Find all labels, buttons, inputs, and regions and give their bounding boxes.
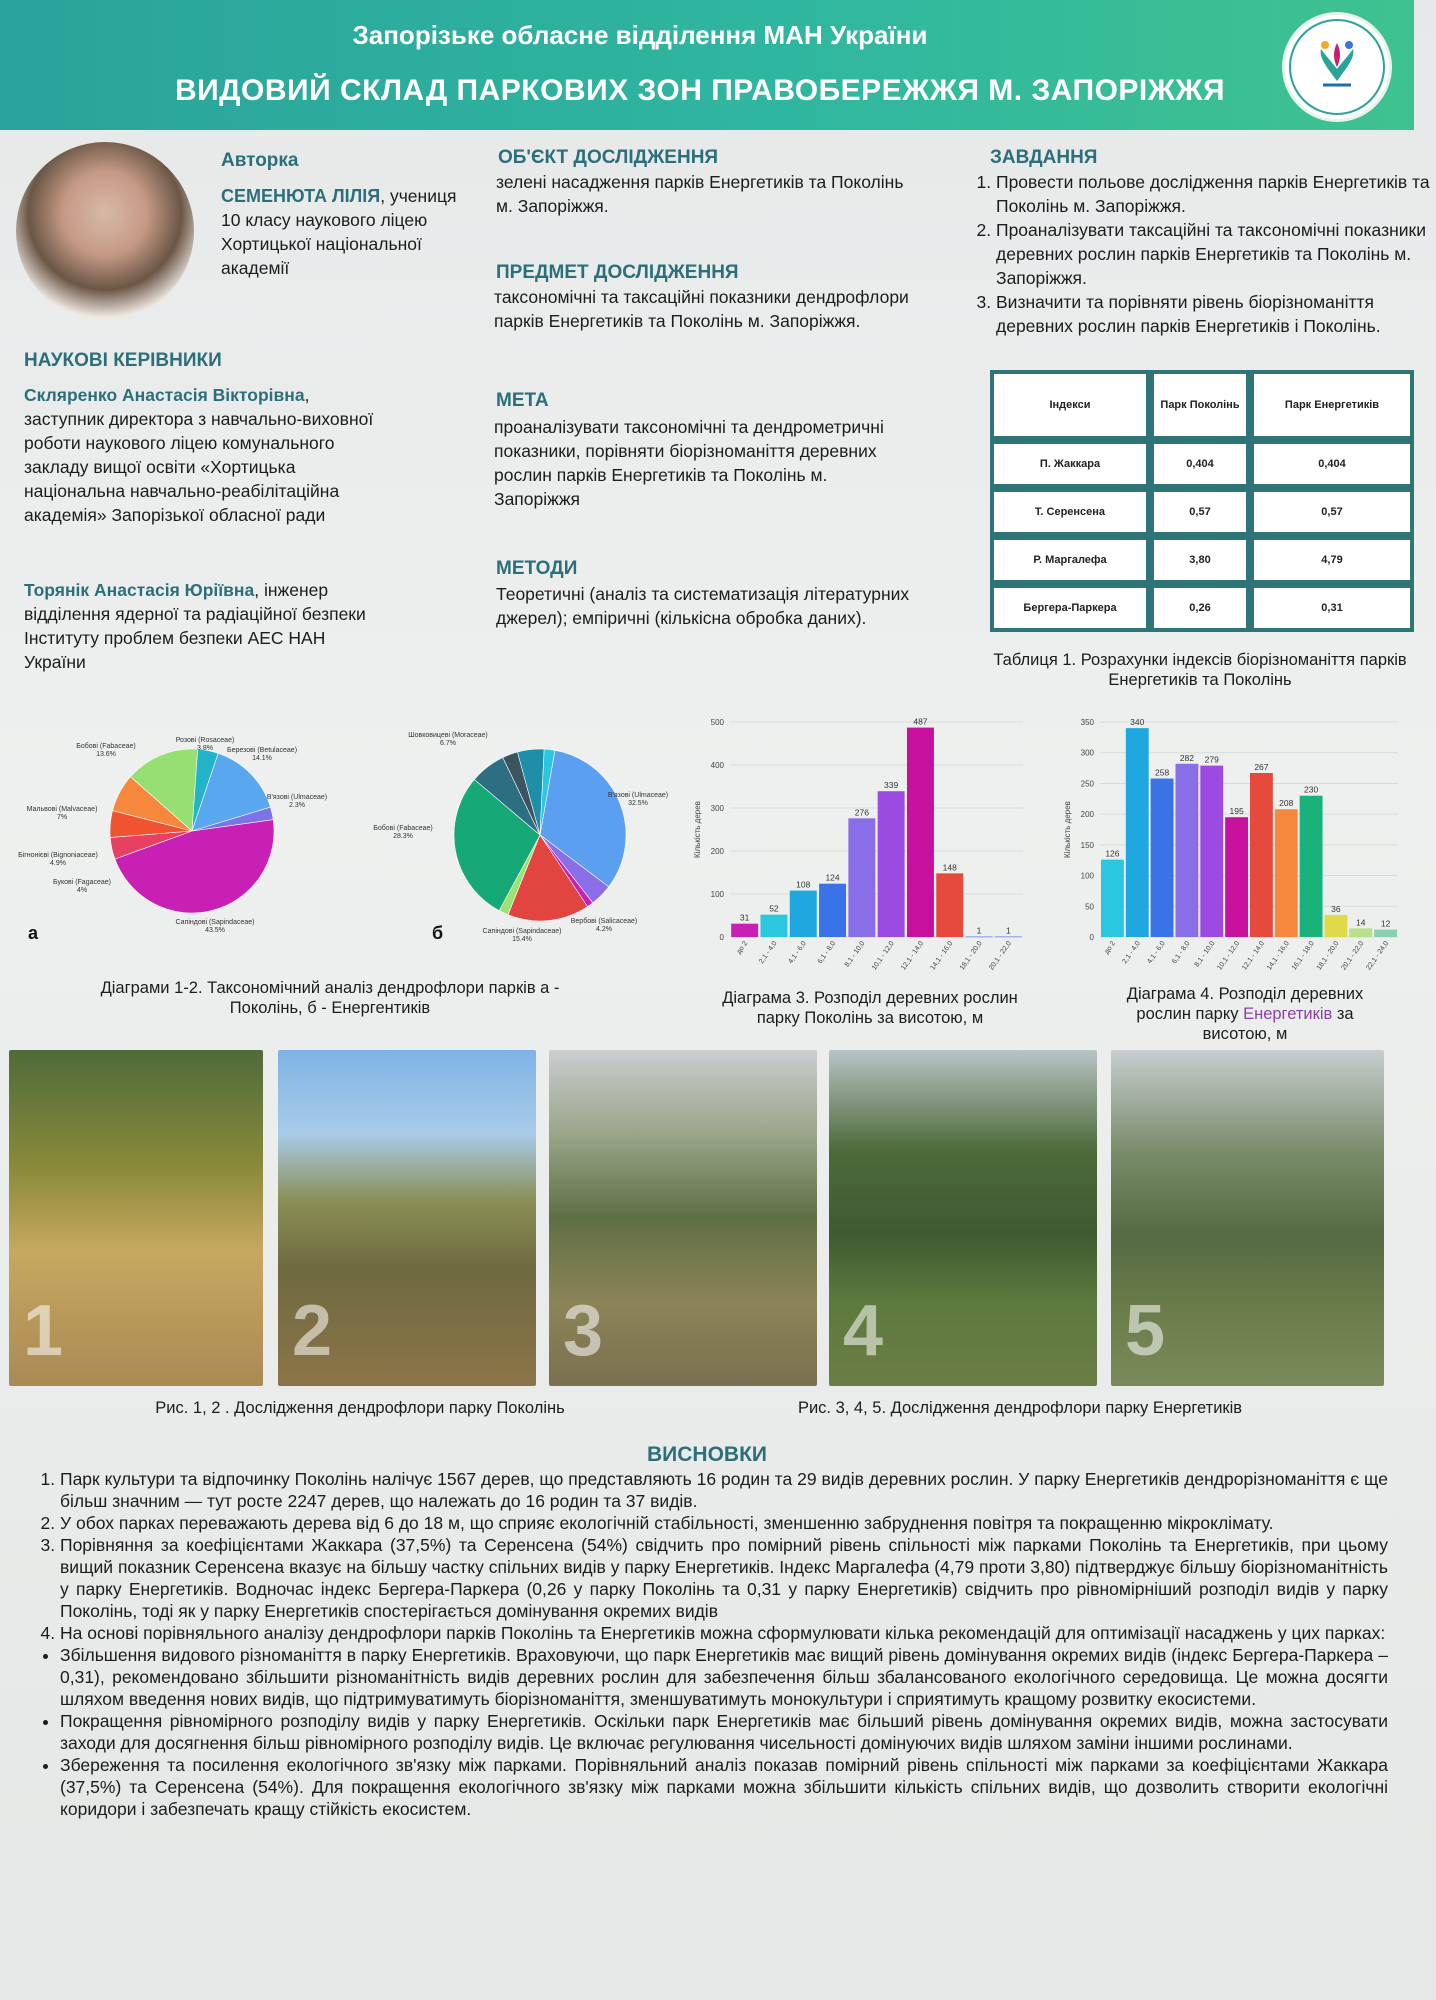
bar (1200, 766, 1223, 937)
pie-a-label: В'язові (Ulmaceae) (266, 794, 328, 801)
bar-chart-pokolin-height (685, 712, 1030, 982)
supervisors-heading: НАУКОВІ КЕРІВНИКИ (24, 350, 222, 371)
table-cell: 0,404 (1150, 440, 1250, 488)
task-item: 3. Визначити та порівняти рівень біорізноманіття деревних рослин парків Енергетиків і Поколінь. (996, 290, 1436, 338)
bar (1250, 773, 1273, 937)
pie-a-value: 2.3% (289, 802, 305, 809)
diagram-4-caption-text: за висотою, м (1202, 1005, 1354, 1043)
pie-b-label: Шовковицеві (Moraceae) (408, 732, 488, 739)
author-block (221, 184, 471, 280)
bar-value-label: 282 (1179, 752, 1195, 763)
table-row (990, 440, 1414, 488)
diagram-4-caption (1100, 984, 1390, 1044)
methods-text: Теоретичні (аналіз та систематизація літературних джерел); емпіричні (кількісна обробка даних). (496, 584, 910, 628)
task-item: 2. Проаналізувати таксаційні та таксономічні показники деревних рослин парків Енергетиків та Поколінь м. Запоріжжя. (996, 218, 1436, 290)
x-tick-label: 4,1 - 6,0 (787, 940, 808, 966)
bar-value-label: 340 (1130, 717, 1145, 728)
x-tick-label: 14,1 - 16,0 (1265, 940, 1291, 972)
supervisor-1 (24, 383, 376, 527)
y-tick-label: 150 (1080, 840, 1094, 850)
tasks-heading: ЗАВДАННЯ (990, 147, 1098, 168)
diagram-4-caption-highlight: Енергетиків (1243, 1005, 1333, 1023)
x-tick-label: 2,1 - 4,0 (1121, 940, 1142, 966)
photo-number: 1 (23, 1291, 64, 1371)
photo-5 (1111, 1050, 1384, 1386)
x-tick-label: 18,1 - 20,0 (958, 940, 984, 972)
x-tick-label: 4,1 - 6,0 (1146, 940, 1167, 966)
diagram-3-caption: Діаграма 3. Розподіл деревних рослин парку Поколінь за висотою, м (722, 989, 1018, 1027)
table-row (990, 488, 1414, 536)
bar (878, 791, 905, 937)
x-tick-label: 8,1 - 10,0 (1193, 940, 1217, 969)
table-cell: Т. Серенсена (990, 488, 1150, 536)
photo-number: 5 (1125, 1291, 1166, 1371)
table-cell: 0,57 (1250, 488, 1414, 536)
table-cell: 0,31 (1250, 584, 1414, 632)
pie-a-letter: а (28, 923, 39, 943)
bar-value-label: 195 (1229, 806, 1244, 817)
diagram-4-caption-text: Діаграма 4. Розподіл деревних рослин парку (1126, 985, 1364, 1023)
bar-value-label: 12 (1380, 918, 1391, 929)
pie-b-letter: б (432, 923, 444, 943)
y-tick-label: 300 (710, 804, 724, 813)
supervisor-2-desc: , інженер відділення ядерної та радіаційної безпеки Інституту проблем безпеки АЕС НАН України (24, 580, 366, 672)
pies-caption: Діаграми 1-2. Таксономічний аналіз дендрофлори парків а - Поколінь, б - Енергентиків (100, 979, 560, 1017)
y-tick-label: 400 (710, 761, 724, 770)
x-tick-label: 6,1 - 8,0 (816, 940, 838, 966)
methods-heading: МЕТОДИ (496, 558, 578, 579)
recommendation-item: • Збільшення видового різноманіття в парку Енергетиків. Враховуючи, що парк Енергетиків має вищий рівень домінування окремих видів (індекс Бергера-Паркера – 0,31), рекомендовано збільшити різноманітність видів деревних рослин для забезпечення більш збалансованого екологічного середовища. Це можна досягти шляхом введення нових видів, що підтримуватимуть біорізноманіття, зменшуватимуть монокультури і сприятимуть кращому розвитку екосистеми. (60, 1644, 1388, 1710)
bar (1126, 728, 1149, 937)
photo-number: 3 (563, 1291, 604, 1371)
goal-text: проаналізувати таксономічні та дендрометричні показники, порівняти біорізноманіття деревних рослин парків Енергетиків та Поколінь м. Запоріжжя (494, 417, 884, 509)
bar-value-label: 36 (1331, 903, 1341, 914)
bar (995, 937, 1022, 938)
pie-a-label: Мальвові (Malvaceae) (26, 806, 98, 813)
photo-4 (829, 1050, 1097, 1386)
bar-value-label: 1 (976, 925, 982, 936)
pie-b-label: Сапіндові (Sapindaceae) (482, 928, 562, 935)
photo-number: 2 (292, 1291, 333, 1371)
organization-title: Запорізьке обласне відділення МАН України (352, 20, 928, 50)
y-axis-label: Кількість дерев (1063, 801, 1072, 858)
x-tick-label: 20,1 - 22,0 (1340, 940, 1366, 972)
y-tick-label: 250 (1080, 779, 1094, 789)
bar (1374, 930, 1397, 937)
conclusion-item: 4. На основі порівняльного аналізу дендрофлори парків Поколінь та Енергетиків можна сформулювати кілька рекомендацій для оптимізації насаджень у цих парках: (60, 1622, 1388, 1644)
task-item: 1. Провести польове дослідження парків Енергетиків та Поколінь м. Запоріжжя. (996, 170, 1436, 218)
pie-a-value: 43.5% (205, 927, 225, 934)
pie-b-value: 32.5% (628, 800, 648, 807)
table-cell: 0,404 (1250, 440, 1414, 488)
supervisor-2 (24, 578, 376, 674)
bar (731, 924, 758, 937)
x-tick-label: 14,1 - 16,0 (929, 940, 955, 972)
table-header-index: Індекси (990, 370, 1150, 440)
bar (1101, 860, 1124, 937)
pie-b-slices (454, 749, 626, 921)
supervisor-1-desc: , заступник директора з навчально-виховної роботи наукового ліцею комунального закладу вищої освіти «Хортицька національна навчально-реабілітаційна академія» Запорізької обласної ради (24, 385, 374, 525)
bar-value-label: 148 (942, 862, 957, 873)
object-text: зелені насадження парків Енергетиків та Поколінь м. Запоріжжя. (496, 172, 904, 216)
conclusion-item: 2. У обох парках переважають дерева від 6 до 18 м, що сприяє екологічній стабільності, зменшенню забруднення повітря та покращенню мікроклімату. (60, 1512, 1388, 1534)
x-tick-label: 10,1 - 12,0 (870, 940, 896, 972)
y-axis-label: Кількість дерев (693, 801, 702, 858)
pie-a-slices (110, 749, 274, 913)
bar-value-label: 279 (1204, 754, 1219, 765)
pie-a-value: 14.1% (252, 755, 272, 762)
conclusions-block (34, 1468, 1388, 1820)
conclusion-item: 3. Порівняння за коефіцієнтами Жаккара (37,5%) та Серенсена (54%) свідчить про помірний рівень спільності між парками Поколінь та Енергетиків, при цьому вищий показник Серенсена вказує на більшу частку спільних видів у парку Енергетиків. Індекс Маргалефа (4,79 проти 3,80) підтверджує більшу біорізноманітність у парку Енергетиків. Водночас індекс Бергера-Паркера (0,26 у парку Поколінь та 0,31 у парку Енергетиків) свідчить про рівномірніший розподіл видів у парку Поколінь, тоді як у парку Енергетиків спостерігається домінування окремих видів (60, 1534, 1388, 1622)
conclusion-item: 1. Парк культури та відпочинку Поколінь налічує 1567 дерев, що представляють 16 родин та 29 видів деревних рослин. У парку Енергетиків дендрорізноманіття є ще більш значним — тут росте 2247 дерев, що належать до 16 родин та 37 видів. (60, 1468, 1388, 1512)
bar (966, 937, 993, 938)
pie-b-value: 4.2% (596, 926, 612, 933)
pie-b-label: Бобові (Fabaceae) (373, 825, 433, 832)
conclusions-heading: ВИСНОВКИ (646, 1443, 767, 1466)
pie-b-value: 6.7% (440, 740, 456, 747)
pie-b-label: В'язові (Ulmaceae) (607, 792, 669, 799)
x-tick-label: 8,1 - 10,0 (843, 940, 867, 969)
bar-value-label: 1 (1005, 925, 1011, 936)
y-tick-label: 50 (1085, 902, 1094, 912)
author-description: учениця 10 класу наукового ліцею Хортицької національної академії (221, 186, 457, 278)
table-cell: 4,79 (1250, 536, 1414, 584)
table-header-park-2: Парк Енергетиків (1250, 370, 1414, 440)
pie-chart-pokolin (10, 725, 340, 945)
pie-a-label: Сапіндові (Sapindaceae) (175, 919, 255, 926)
table-cell: Бергера-Паркера (990, 584, 1150, 632)
y-tick-label: 0 (719, 933, 724, 942)
y-tick-label: 0 (1089, 933, 1094, 942)
object-heading: ОБ'ЄКТ ДОСЛІДЖЕННЯ (498, 147, 719, 168)
academy-logo (1282, 12, 1392, 122)
bar-value-label: 52 (769, 903, 779, 914)
biodiversity-index-table (990, 370, 1414, 632)
pie-a-value: 13.6% (96, 751, 116, 758)
poster-title: ВИДОВИЙ СКЛАД ПАРКОВИХ ЗОН ПРАВОБЕРЕЖЖЯ М. ЗАПОРІЖЖЯ (174, 74, 1226, 107)
bar (760, 915, 787, 937)
table-row (990, 584, 1414, 632)
author-heading: Авторка (221, 150, 299, 171)
bar-chart-energetykiv-height (1058, 712, 1408, 982)
bar (1349, 928, 1372, 937)
y-tick-label: 200 (1080, 810, 1094, 820)
photo-3 (549, 1050, 817, 1386)
bar-value-label: 208 (1279, 798, 1294, 809)
pie-a-value: 4.9% (50, 860, 66, 867)
table-row (990, 536, 1414, 584)
y-tick-label: 100 (710, 890, 724, 899)
author-comma: , (380, 186, 386, 206)
pie-b-value: 15.4% (512, 936, 532, 943)
pie-chart-energetykiv (373, 725, 680, 945)
x-tick-label: 6,1 - 8,0 (1171, 940, 1192, 966)
bar-value-label: 230 (1303, 784, 1319, 795)
table-cell: Р. Маргалефа (990, 536, 1150, 584)
bar-value-label: 124 (825, 872, 840, 883)
conclusions-list (34, 1468, 1388, 1644)
recommendations-list (34, 1644, 1388, 1820)
pie-a-label: Бобові (Fabaceae) (76, 743, 136, 750)
subject-text: таксономічні та таксаційні показники дендрофлори парків Енергетиків та Поколінь м. Запоріжжя. (494, 287, 909, 331)
bar-value-label: 14 (1356, 917, 1366, 928)
photo-2 (278, 1050, 536, 1386)
table-cell: 0,57 (1150, 488, 1250, 536)
bar (1275, 809, 1298, 937)
table-header-park-1: Парк Поколінь (1150, 370, 1250, 440)
pie-a-value: 7% (56, 814, 68, 821)
pie-a-label: Березові (Betulaceae) (226, 747, 298, 754)
author-photo (16, 142, 194, 320)
y-tick-label: 500 (710, 718, 724, 727)
bar-value-label: 276 (854, 807, 869, 818)
logo-emblem-icon (1285, 15, 1389, 119)
table-caption: Таблиця 1. Розрахунки індексів біорізноманіття парків Енергетиків та Поколінь (993, 651, 1407, 689)
pie-a-label: Розові (Rosaceae) (175, 737, 235, 744)
bar (936, 873, 963, 937)
tasks-list (978, 170, 1436, 338)
bar (1225, 817, 1248, 937)
y-tick-label: 200 (710, 847, 724, 856)
x-tick-label: до 2 (735, 940, 750, 956)
y-tick-label: 100 (1080, 871, 1094, 881)
table-cell: П. Жаккара (990, 440, 1150, 488)
supervisor-2-name: Торянік Анастасія Юріївна (24, 580, 255, 600)
bar (819, 884, 846, 937)
x-tick-label: 10,1 - 12,0 (1216, 940, 1242, 972)
photo-1 (9, 1050, 263, 1386)
bar-value-label: 487 (913, 716, 928, 727)
bar-value-label: 31 (739, 912, 750, 923)
y-tick-label: 350 (1080, 718, 1094, 727)
photos-left-caption: Рис. 1, 2 . Дослідження дендрофлори парку Поколінь (155, 1399, 565, 1417)
x-tick-label: 12,1 - 14,0 (1241, 940, 1267, 972)
x-tick-label: до 2 (1103, 940, 1118, 956)
pie-a-label: Бігнонієві (Bignoniaceae) (18, 852, 98, 859)
bar-value-label: 339 (884, 780, 899, 791)
bar-value-label: 108 (796, 879, 811, 890)
bar-value-label: 126 (1105, 848, 1120, 859)
bar (1300, 796, 1323, 937)
photo-number: 4 (843, 1291, 884, 1371)
x-tick-label: 12,1 - 14,0 (900, 940, 926, 972)
x-tick-label: 16,1 - 18,0 (1290, 940, 1316, 972)
bar (790, 891, 817, 937)
pie-a-value: 3.8% (197, 745, 213, 752)
recommendation-item: • Збереження та посилення екологічного зв'язку між парками. Порівняльний аналіз показав помірний рівень спільності між парками за коефіцієнтами Жаккара (37,5%) та Серенсена (54%). Для покращення екологічного зв'язку між парками можна збільшити кількість спільних видів, що дозволить створити екологічні коридори і забезпечать кращу стійкість екосистем. (60, 1754, 1388, 1820)
x-tick-label: 2,1 - 4,0 (758, 940, 779, 966)
bar (1175, 764, 1198, 937)
pie-a-value: 4% (76, 887, 88, 894)
author-name: СЕМЕНЮТА ЛІЛІЯ (221, 186, 381, 206)
pie-a-label: Букові (Fagaceae) (53, 879, 111, 886)
bar (1151, 779, 1174, 937)
y-tick-label: 300 (1080, 748, 1094, 758)
x-tick-label: 22,1 - 24,0 (1365, 940, 1391, 972)
x-tick-label: 20,1 - 22,0 (988, 940, 1013, 972)
bar (848, 818, 875, 937)
bar (1324, 915, 1347, 937)
bar-value-label: 267 (1254, 761, 1269, 772)
supervisor-1-name: Скляренко Анастасія Вікторівна (24, 385, 305, 405)
table-cell: 3,80 (1150, 536, 1250, 584)
recommendation-item: • Покращення рівномірного розподілу видів у парку Енергетиків. Оскільки парк Енергетиків має більший рівень домінування окремих видів, можна застосувати заходи для досягнення більш рівномірного розподілу видів. Це включає регулювання чисельності домінуючих видів шляхом заміни іншими рослинами. (60, 1710, 1388, 1754)
table-cell: 0,26 (1150, 584, 1250, 632)
pie-b-value: 28.3% (393, 833, 413, 840)
subject-heading: ПРЕДМЕТ ДОСЛІДЖЕННЯ (496, 262, 739, 283)
x-tick-label: 18,1 - 20,0 (1315, 940, 1341, 972)
goal-heading: МЕТА (496, 390, 549, 411)
pie-b-label: Вербові (Salicaceae) (570, 918, 638, 925)
bar (907, 728, 934, 937)
photos-right-caption: Рис. 3, 4, 5. Дослідження дендрофлори парку Енергетиків (797, 1399, 1243, 1417)
bar-value-label: 258 (1154, 767, 1170, 778)
